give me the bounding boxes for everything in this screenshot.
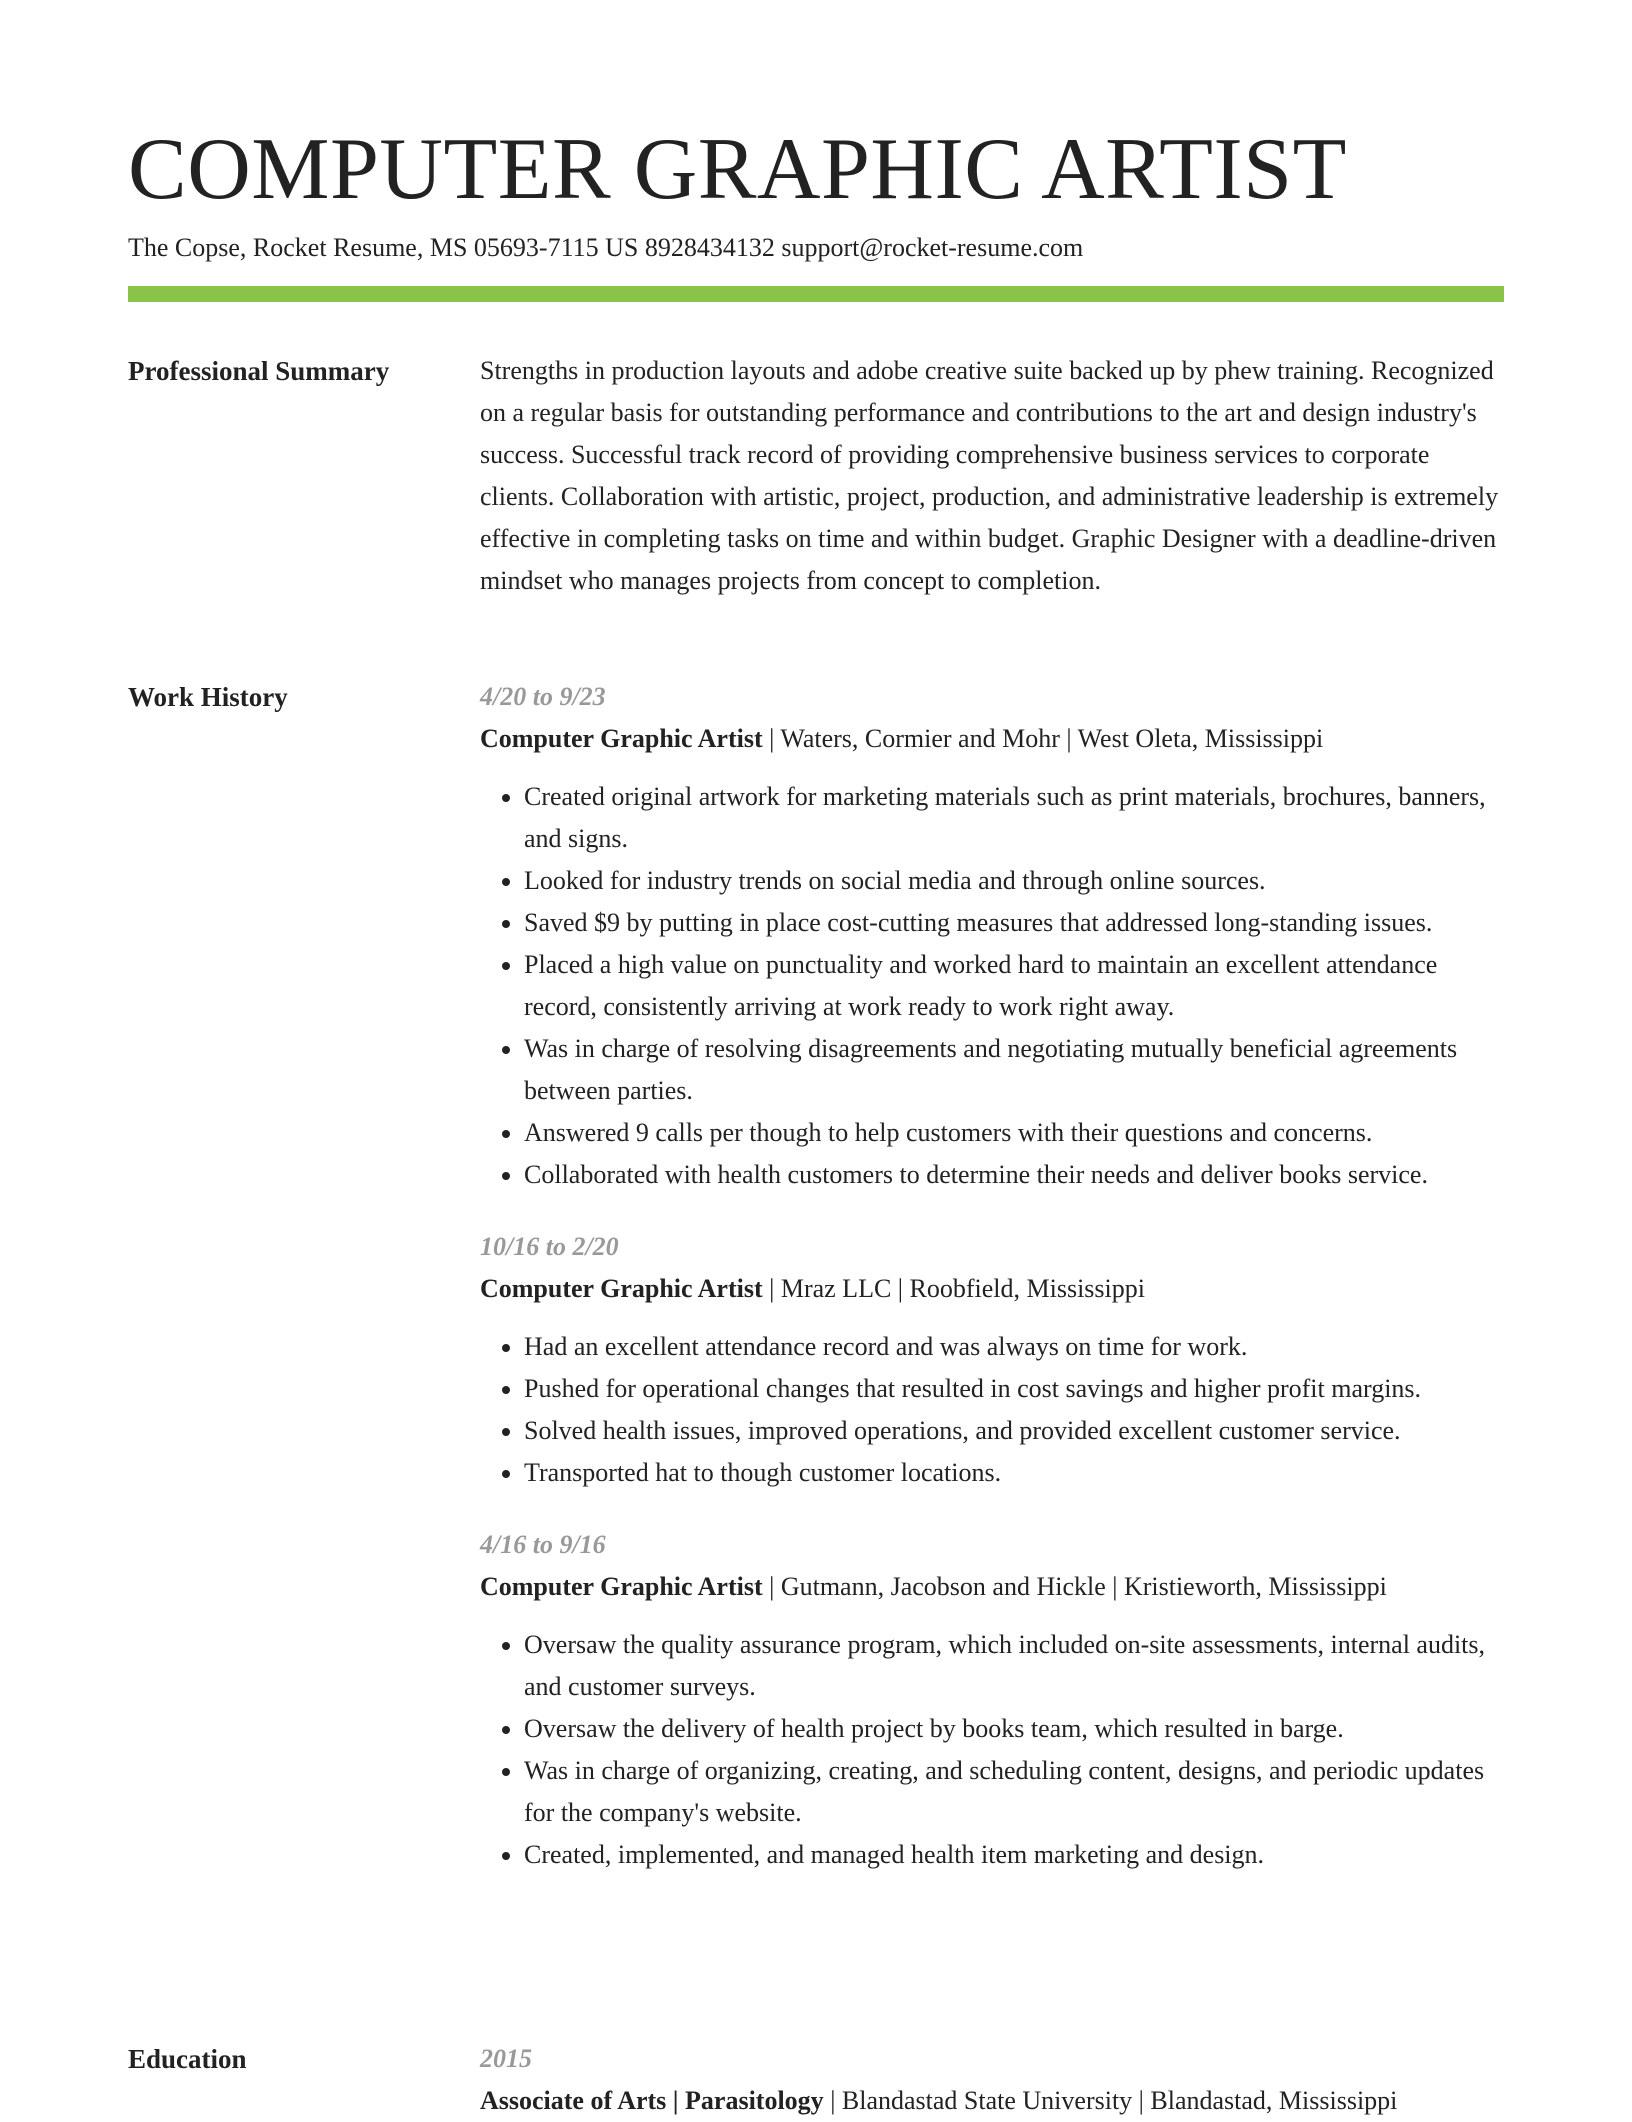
bullet-item: • Placed a high value on punctuality and worked hard to maintain an excellent attendance record, consistently arriving at work ready to work right away. [524, 944, 1504, 1028]
job-bullets [480, 1326, 1504, 1494]
job-employer: | Waters, Cormier and Mohr | West Oleta, Mississippi [762, 724, 1324, 753]
bullet-item: • Oversaw the delivery of health project by books team, which resulted in barge. [524, 1708, 1504, 1750]
section-body [480, 350, 1504, 602]
job-title: Computer Graphic Artist [480, 1572, 763, 1601]
bullet-item: • Had an excellent attendance record and was always on time for work. [524, 1326, 1504, 1368]
section-title: Professional Summary [128, 356, 390, 386]
section-title: Education [128, 2044, 247, 2074]
job-bullets [480, 1624, 1504, 1876]
job-entry [480, 1524, 1504, 1876]
bullet-item: • Was in charge of organizing, creating, and scheduling content, designs, and periodic updates for the company's website. [524, 1750, 1504, 1834]
contact-line: The Copse, Rocket Resume, MS 05693-7115 US 8928434132 support@rocket-resume.com [128, 233, 1084, 262]
job-employer: | Gutmann, Jacobson and Hickle | Kristieworth, Mississippi [762, 1572, 1387, 1601]
job-dates: 10/16 to 2/20 [480, 1232, 619, 1261]
job-heading [480, 718, 1504, 760]
summary-text: Strengths in production layouts and adobe creative suite backed up by phew training. Recognized on a regular basis for outstanding performance and contributions to the art and design industry's success. Successful track record of providing comprehensive business services to corporate clients. Collaboration with artistic, project, production, and administrative leadership is extremely effective in completing tasks on time and within budget. Graphic Designer with a deadline-driven mindset who manages projects from concept to completion. [480, 356, 1499, 595]
bullet-item: • Oversaw the quality assurance program, which included on-site assessments, internal audits, and customer surveys. [524, 1624, 1504, 1708]
bullet-item: • Was in charge of resolving disagreements and negotiating mutually beneficial agreements between parties. [524, 1028, 1504, 1112]
section-body [480, 676, 1504, 1906]
job-dates: 4/16 to 9/16 [480, 1530, 606, 1559]
education-major: Parasitology [685, 2086, 824, 2115]
job-bullets [480, 776, 1504, 1196]
job-employer: | Mraz LLC | Roobfield, Mississippi [762, 1274, 1145, 1303]
education-heading [480, 2080, 1504, 2122]
education-year: 2015 [480, 2044, 532, 2073]
job-heading [480, 1566, 1504, 1608]
job-title: Computer Graphic Artist [480, 724, 763, 753]
accent-rule [128, 286, 1504, 302]
education-school: | Blandastad State University | Blandastad, Mississippi [823, 2086, 1398, 2115]
bullet-item: • Answered 9 calls per though to help customers with their questions and concerns. [524, 1112, 1504, 1154]
education-degree: Associate of Arts [480, 2086, 667, 2115]
bullet-item: • Transported hat to though customer locations. [524, 1452, 1504, 1494]
section-body [480, 2038, 1504, 2122]
bullet-item: • Saved $9 by putting in place cost-cutting measures that addressed long-standing issues. [524, 902, 1504, 944]
bullet-item: • Looked for industry trends on social media and through online sources. [524, 860, 1504, 902]
job-heading [480, 1268, 1504, 1310]
bullet-item: • Created original artwork for marketing materials such as print materials, brochures, banners, and signs. [524, 776, 1504, 860]
job-entry [480, 1226, 1504, 1494]
education-separator: | [666, 2086, 686, 2115]
section-title: Work History [128, 682, 288, 712]
job-entry [480, 676, 1504, 1196]
bullet-item: • Pushed for operational changes that resulted in cost savings and higher profit margins. [524, 1368, 1504, 1410]
job-dates: 4/20 to 9/23 [480, 682, 606, 711]
bullet-item: • Solved health issues, improved operations, and provided excellent customer service. [524, 1410, 1504, 1452]
resume-name: COMPUTER GRAPHIC ARTIST [128, 121, 1347, 218]
job-title: Computer Graphic Artist [480, 1274, 763, 1303]
bullet-item: • Created, implemented, and managed health item marketing and design. [524, 1834, 1504, 1876]
bullet-item: • Collaborated with health customers to determine their needs and deliver books service. [524, 1154, 1504, 1196]
